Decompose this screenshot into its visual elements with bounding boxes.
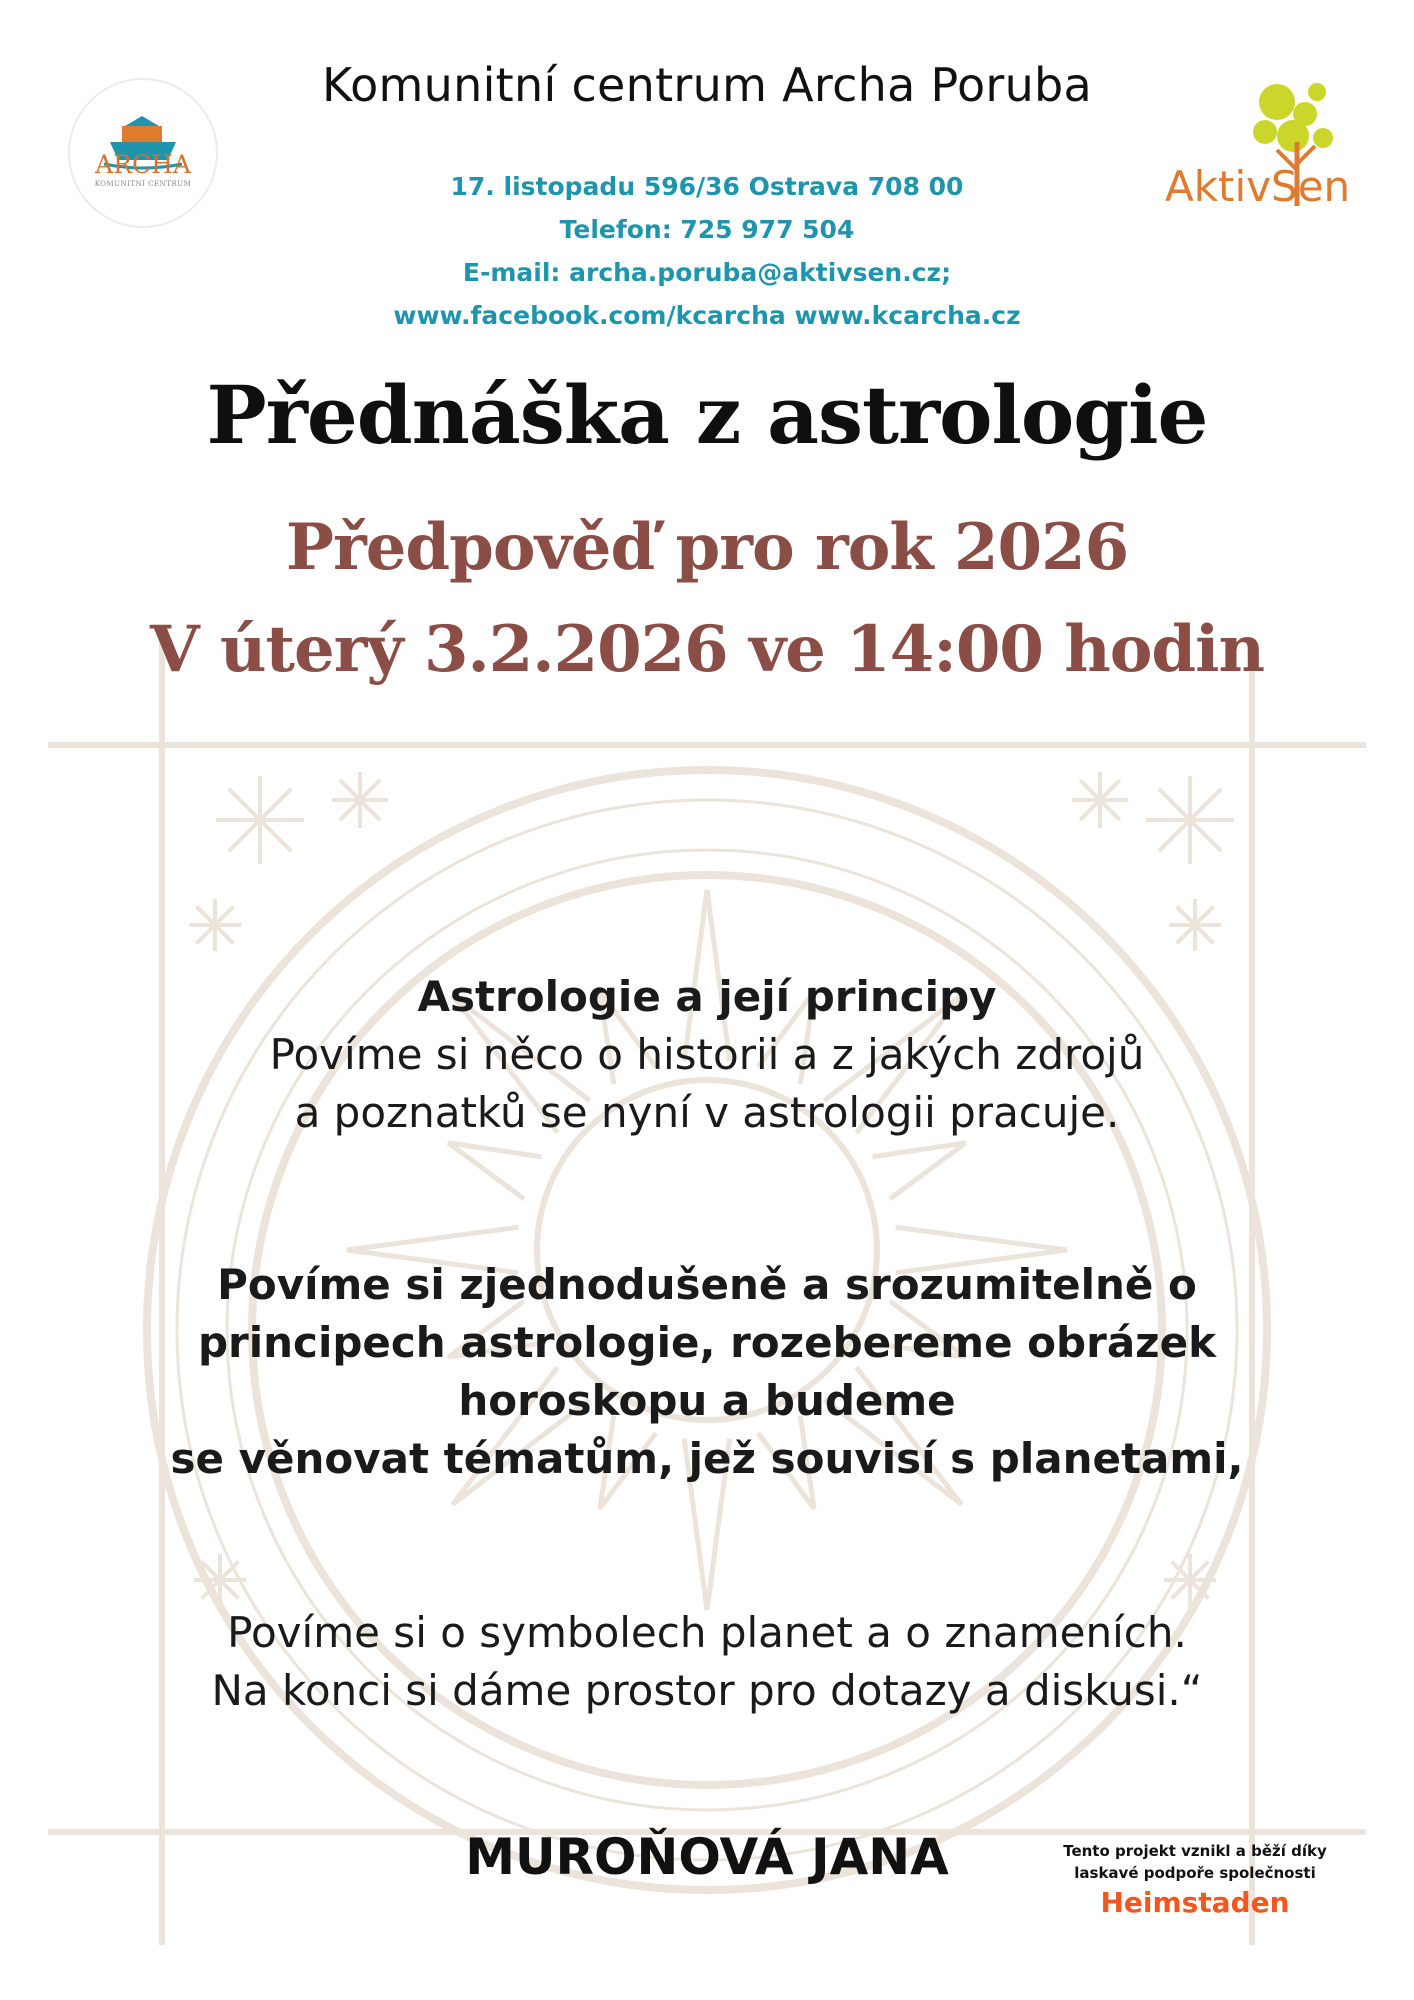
sponsor-note: [1045, 1840, 1345, 1884]
email: E-mail: archa.poruba@aktivsen.cz;: [462, 258, 952, 287]
topic-line: Povíme si něco o historii a z jakých zdrojů: [269, 1030, 1145, 1079]
paragraph2-line: Povíme si zjednodušeně a srozumitelně o: [217, 1260, 1197, 1309]
web-links: www.facebook.com/kcarcha www.kcarcha.cz: [393, 301, 1021, 330]
event-title: Přednáška z astrologie: [206, 368, 1208, 462]
event-subtitle: Předpověď pro rok 2026: [285, 510, 1129, 585]
sponsor-line: laskavé podpoře společnosti: [1074, 1864, 1316, 1882]
event-datetime: V úterý 3.2.2026 ve 14:00 hodin: [150, 612, 1264, 687]
sponsor-logo-text: Heimstaden: [1100, 1886, 1290, 1919]
paragraph3-line: Na konci si dáme prostor pro dotazy a diskusi.“: [211, 1666, 1203, 1715]
sponsor-line: Tento projekt vznikl a běží díky: [1063, 1842, 1327, 1860]
speaker-name: MUROŇOVÁ JANA: [465, 1828, 949, 1886]
topic-line: a poznatků se nyní v astrologii pracuje.: [294, 1088, 1120, 1137]
phone: Telefon: 725 977 504: [559, 215, 855, 244]
paragraph3-line: Povíme si o symbolech planet a o znameních.: [227, 1608, 1187, 1657]
address: 17. listopadu 596/36 Ostrava 708 00: [450, 172, 964, 201]
aktivsen-logo-text: AktivSen: [1165, 162, 1351, 211]
paragraph2-line: se věnovat tématům, jež souvisí s planetami,: [170, 1434, 1244, 1483]
paragraph2-line: horoskopu a budeme: [458, 1376, 956, 1425]
archa-logo-subtitle: KOMUNITNÍ CENTRUM: [94, 180, 192, 188]
archa-logo-text: ARCHA: [95, 150, 191, 179]
organization-name: Komunitní centrum Archa Poruba: [321, 58, 1093, 112]
paragraph2-line: principech astrologie, rozebereme obrázek: [197, 1318, 1217, 1367]
topic-heading: Astrologie a její principy: [417, 972, 997, 1021]
